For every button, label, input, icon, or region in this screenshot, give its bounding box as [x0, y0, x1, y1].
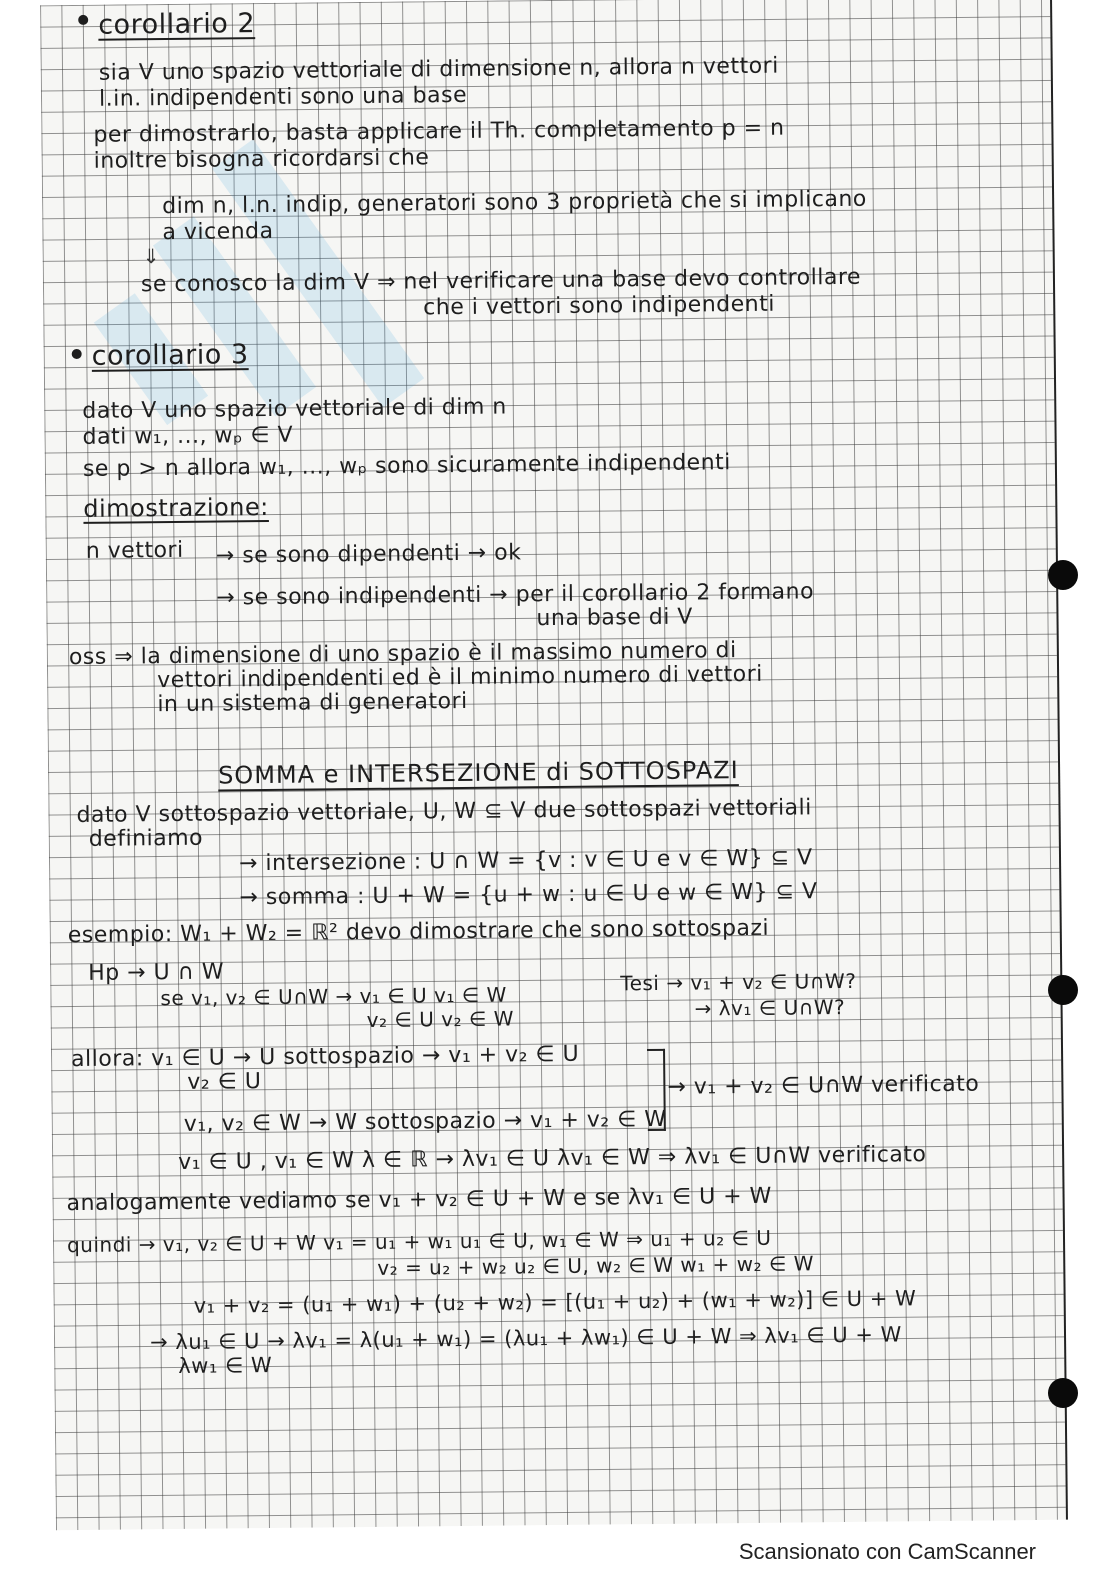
note-line: quindi → v₁, v₂ ∈ U + W v₁ = u₁ + w₁ u₁ ∈ U, w₁ ∈ W ⇒ u₁ + u₂ ∈ U: [66, 1225, 772, 1258]
note-line: n vettori: [85, 537, 184, 564]
note-line: v₁, v₂ ∈ W → W sottospazio → v₁ + v₂ ∈ W: [183, 1106, 667, 1137]
binder-hole: [1048, 560, 1078, 590]
note-line: vettori indipendenti ed è il minimo numero di vettori: [156, 661, 763, 694]
note-line: → somma : U + W = {u + w : u ∈ U e w ∈ W} ⊆ V: [239, 879, 818, 911]
note-line: inoltre bisogna ricordarsi che: [93, 145, 430, 174]
note-line: una base di V: [536, 604, 694, 632]
bullet: [72, 349, 82, 359]
note-line: → v₁ + v₂ ∈ U∩W verificato: [667, 1071, 980, 1100]
note-line: allora: v₁ ∈ U → U sottospazio → v₁ + v₂ ∈ U: [70, 1041, 580, 1073]
note-line: in un sistema di generatori: [157, 688, 468, 718]
note-line: se p > n allora w₁, ..., wₚ sono sicuramente indipendenti: [82, 450, 731, 482]
note-line: se v₁, v₂ ∈ U∩W → v₁ ∈ U v₁ ∈ W: [160, 982, 507, 1011]
note-line: → λu₁ ∈ U → λv₁ = λ(u₁ + w₁) = (λu₁ + λw₁) ∈ U + W ⇒ λv₁ ∈ U + W: [149, 1322, 902, 1355]
heading-corollario-2: corollario 2: [98, 8, 256, 41]
note-line: λw₁ ∈ W: [178, 1352, 273, 1378]
note-line: esempio: W₁ + W₂ = ℝ² devo dimostrare che sono sottospazi: [67, 915, 770, 949]
note-line: → λv₁ ∈ U∩W?: [694, 994, 846, 1021]
binder-hole: [1048, 975, 1078, 1005]
heading-corollario-3: corollario 3: [91, 339, 249, 372]
note-line: se conosco la dim V ⇒ nel verificare una base devo controllare: [140, 264, 862, 298]
note-line: dato V sottospazio vettoriale, U, W ⊆ V due sottospazi vettoriali: [76, 795, 812, 829]
scanner-footer: Scansionato con CamScanner: [738, 1539, 1036, 1564]
down-arrow-icon: ⇓: [142, 244, 160, 269]
note-line: per dimostrarlo, basta applicare il Th. completamento p = n: [93, 115, 785, 148]
note-line: → se sono dipendenti → ok: [215, 540, 522, 569]
note-line: v₂ ∈ U: [187, 1069, 262, 1095]
note-line: → se sono indipendenti → per il corollario 2 formano: [216, 579, 815, 611]
heading-somma-intersezione: SOMMA e INTERSEZIONE di SOTTOSPAZI: [217, 756, 739, 790]
bullet: [78, 15, 88, 25]
note-line: dati w₁, ..., wₚ ∈ V: [82, 422, 294, 450]
note-line: dato V uno spazio vettoriale di dim n: [82, 394, 507, 424]
note-line: Hp → U ∩ W: [88, 959, 225, 986]
brace: [647, 1049, 666, 1131]
note-line: che i vettori sono indipendenti: [423, 291, 776, 321]
note-line: analogamente vediamo se v₁ + v₂ ∈ U + W e se λv₁ ∈ U + W: [66, 1183, 772, 1217]
note-line: v₂ ∈ U v₂ ∈ W: [366, 1006, 515, 1032]
note-line: dim n, l.n. indip, generatori sono 3 proprietà che si implicano: [162, 186, 867, 220]
note-line: → intersezione : U ∩ W = {v : v ∈ U e v ∈ W} ⊆ V: [238, 845, 813, 877]
note-line: v₁ + v₂ = (u₁ + w₁) + (u₂ + w₂) = [(u₁ + u₂) + (w₁ + w₂)] ∈ U + W: [193, 1286, 917, 1318]
note-line: sia V uno spazio vettoriale di dimensione n, allora n vettori: [98, 53, 779, 86]
note-line: v₁ ∈ U , v₁ ∈ W λ ∈ ℝ → λv₁ ∈ U λv₁ ∈ W ⇒ λv₁ ∈ U∩W verificato: [178, 1142, 927, 1175]
note-line: Tesi → v₁ + v₂ ∈ U∩W?: [620, 968, 857, 996]
note-line: l.in. indipendenti sono una base: [98, 82, 468, 112]
notebook-page: [40, 0, 1068, 1530]
note-line: oss ⇒ la dimensione di uno spazio è il massimo numero di: [68, 638, 737, 671]
heading-dimostrazione: dimostrazione:: [83, 492, 269, 523]
binder-holes: [1048, 0, 1088, 1525]
note-line: a vicenda: [162, 218, 274, 246]
binder-hole: [1048, 1378, 1078, 1408]
note-line: v₂ = u₂ + w₂ u₂ ∈ U, w₂ ∈ W w₁ + w₂ ∈ W: [377, 1251, 815, 1280]
note-line: definiamo: [88, 825, 204, 852]
